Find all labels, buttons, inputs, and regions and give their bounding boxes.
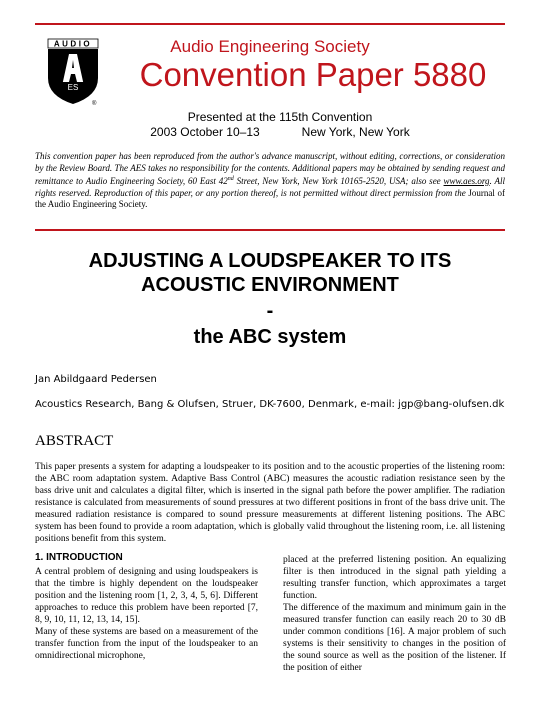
presented-at: Presented at the 115th Convention — [187, 110, 373, 124]
author-name: Jan Abildgaard Pedersen — [35, 374, 157, 385]
logo-registered-mark: ® — [92, 101, 97, 106]
notice-part1: This convention paper has been reproduced from the author's advance manuscript, without editing, corrections, or consideration by the Review Board. The AES takes no responsibility for the contents. Additional papers may be obtained by sending request and remittance to Audio Engineering Society, 60 East 42 — [35, 151, 505, 186]
abstract-heading: ABSTRACT — [35, 433, 114, 449]
aes-link[interactable]: www.aes.org — [443, 176, 490, 186]
intro-left-paragraph-1: A central problem of designing and using loudspeakers is that the timbre is highly dependent on the loudspeaker position and the listening room [1, 2, 3, 4, 5, 6]. Different approaches to reduce this problem have been reported [7, 8, 9, 10, 11, 12, 13, 14, 15]. — [35, 567, 258, 625]
intro-left-paragraph-2: Many of these systems are based on a measurement of the transfer function from the input of the loudspeaker to an omnidirectional microphone, — [35, 627, 258, 661]
title-line-3: - — [266, 300, 274, 322]
abstract-body: This paper presents a system for adapting a loudspeaker to its position and to the acoustic properties of the listening room: the ABC room adaptation system. Adaptive Bass Control (ABC) measures the acoustic radiation resistance seen by the bass drive unit and calculates a digital filter, which is inserted in the signal path before the power amplifier. The radiation resistance is calculated from measurements of sound pressures at two different positions in front of the bass drive unit. The measured radiation resistance is compared to sound pressure measurements at different listening positions. The ABC system has been found to provide a room adaptation, which is globally valid throughout the listening room, i.e. all listening positions benefit from this system. — [35, 462, 505, 544]
reproduction-notice — [35, 151, 505, 211]
presentation-info — [110, 110, 450, 140]
society-name: Audio Engineering Society — [170, 37, 370, 56]
notice-part2: Street, New York, New York 10165-2520, USA; also see — [233, 176, 444, 186]
notice-part3: . All rights reserved. Reproduction of this paper, or any portion thereof, is not permitted without direct permission from the — [35, 176, 506, 198]
convention-paper-title: Convention Paper 5880 — [139, 56, 487, 93]
paper-title — [35, 249, 505, 349]
middle-rule — [35, 229, 505, 231]
logo-es-text: ES — [67, 83, 79, 92]
left-column — [35, 552, 258, 662]
title-line-4: the ABC system — [193, 326, 347, 348]
aes-logo — [42, 38, 104, 106]
title-line-2: ACOUSTIC ENVIRONMENT — [141, 274, 399, 296]
top-rule — [35, 23, 505, 25]
author-affiliation: Acoustics Research, Bang & Olufsen, Struer, DK-7600, Denmark, e-mail: jgp@bang-olufsen.dk — [35, 399, 505, 410]
introduction-heading: 1. INTRODUCTION — [35, 552, 123, 563]
intro-right-paragraph-2: The difference of the maximum and minimum gain in the measured transfer function can easily reach 20 to 30 dB under common conditions [16]. A major problem of such systems is their sensitivity to changes in the position of the sound source as well as the position of the listener. If the position of either — [283, 603, 506, 673]
notice-superscript: nd — [227, 176, 234, 182]
title-line-1: ADJUSTING A LOUDSPEAKER TO ITS — [88, 250, 452, 272]
convention-dates: 2003 October 10–13 — [150, 125, 260, 139]
notice-part4: Journal of the Audio Engineering Society. — [35, 187, 505, 209]
convention-location: New York, New York — [301, 125, 410, 139]
intro-right-paragraph-1: placed at the preferred listening position. An equalizing filter is then introduced in the signal path yielding a resulting transfer function, which approximates a target function. — [283, 555, 506, 601]
logo-audio-text: AUDIO — [53, 39, 93, 49]
right-column — [283, 554, 506, 674]
